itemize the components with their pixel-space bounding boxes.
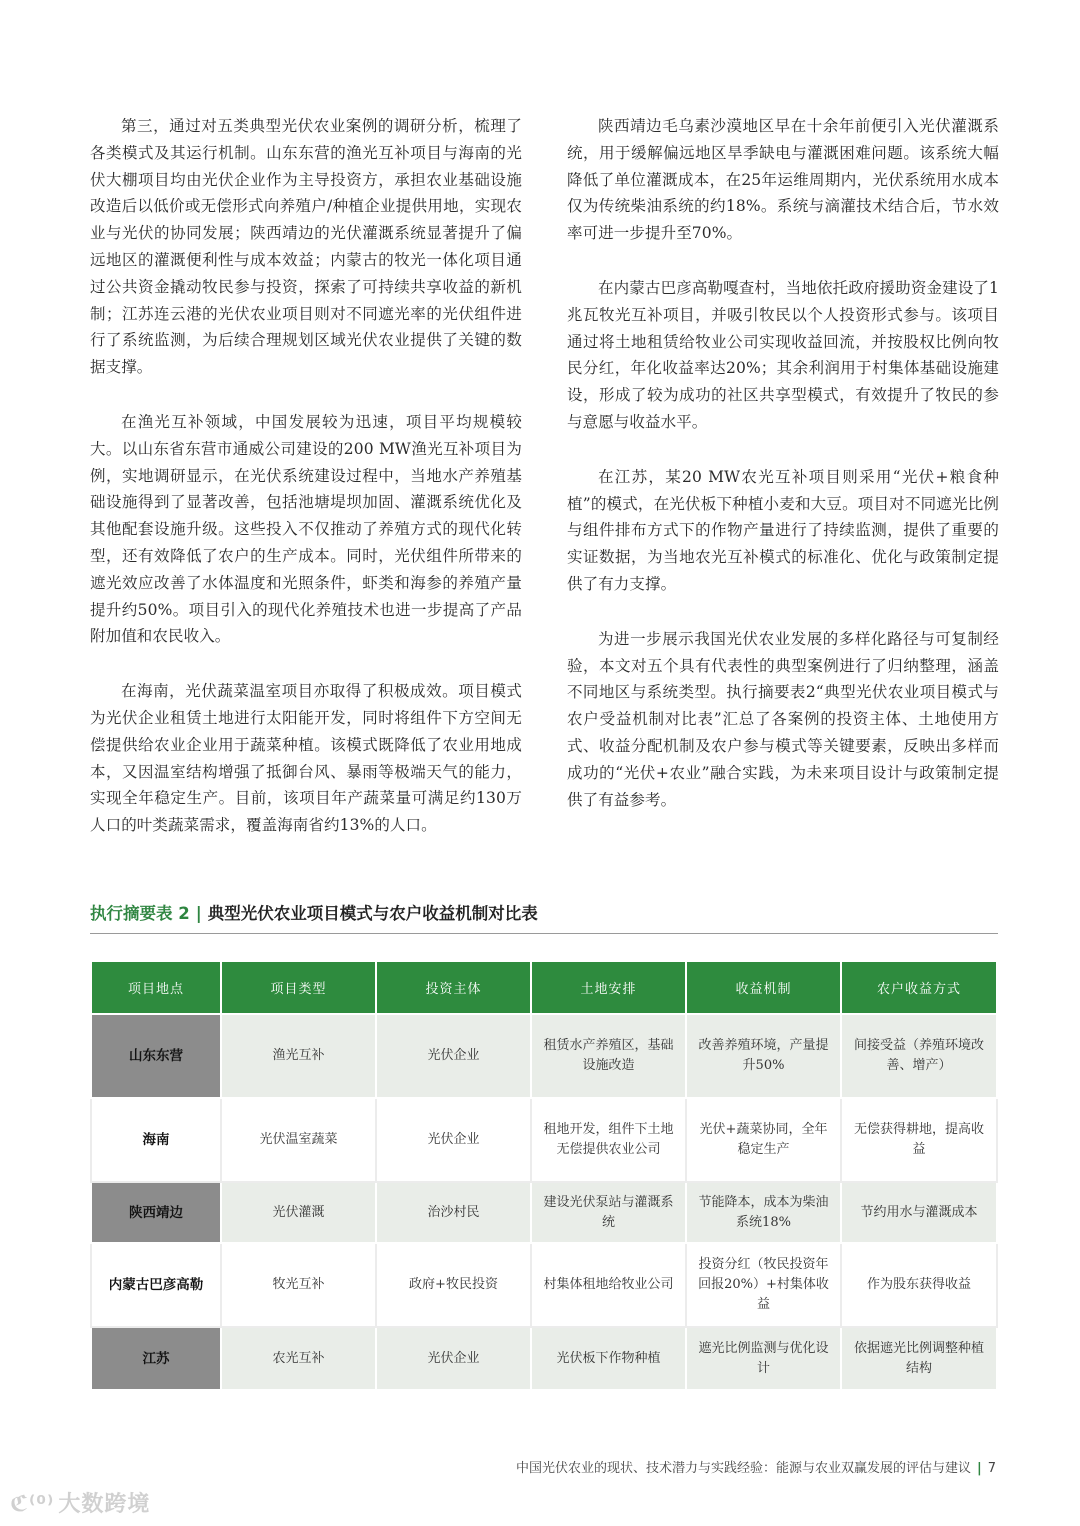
caption-divider (90, 933, 998, 934)
table-cell: 光伏灌溉 (221, 1182, 376, 1243)
table-cell: 农光互补 (221, 1327, 376, 1390)
watermark-text: 大数跨境 (58, 1492, 151, 1517)
table-cell: 光伏板下作物种植 (531, 1327, 686, 1390)
header-farmer-benefit: 农户收益方式 (841, 961, 997, 1014)
table-row (91, 1327, 997, 1390)
table-cell: 依据遮光比例调整种植结构 (841, 1327, 997, 1390)
comparison-table (90, 960, 998, 1391)
page-number: 7 (987, 1461, 996, 1476)
table-row (91, 1014, 997, 1098)
table-row (91, 1098, 997, 1182)
header-project-type: 项目类型 (221, 961, 376, 1014)
header-land-arrangement: 土地安排 (531, 961, 686, 1014)
table-cell: 光伏企业 (376, 1327, 531, 1390)
table-header-row (91, 961, 997, 1014)
table-cell: 光伏温室蔬菜 (221, 1098, 376, 1182)
row-location-cell: 海南 (91, 1098, 221, 1182)
paragraph-hainan-greenhouse: 在海南，光伏蔬菜温室项目亦取得了积极成效。项目模式为光伏企业租赁土地进行太阳能开发，同时将组件下方空间无偿提供给农业企业用于蔬菜种植。该模式既降低了农业用地成本，又因温室结构增强了抵御台风、暴雨等极端天气的能力，实现全年稳定生产。目前，该项目年产蔬菜量可满足约130万人口的叶类蔬菜需求，覆盖海南省约13%的人口。 (90, 682, 522, 835)
table-row (91, 1243, 997, 1327)
row-location-cell: 陕西靖边 (91, 1182, 221, 1243)
table-cell: 节能降本，成本为柴油系统18% (686, 1182, 841, 1243)
paragraph-inner-mongolia: 在内蒙古巴彦高勒嘎查村，当地依托政府援助资金建设了1兆瓦牧光互补项目，并吸引牧民以个人投资形式参与。该项目通过将土地租赁给牧业公司实现收益回流，并按股权比例向牧民分红，年化收益率达20%；其余利润用于村集体基础设施建设，形成了较为成功的社区共享型模式，有效提升了牧民的参与意愿与收益水平。 (567, 278, 999, 431)
paragraph-case-summary: 第三，通过对五类典型光伏农业案例的调研分析，梳理了各类模式及其运行机制。山东东营的渔光互补项目与海南的光伏大棚项目均由光伏企业作为主导投资方，承担农业基础设施改造后以低价或无偿形式向养殖户/种植企业提供用地，实现农业与光伏的协同发展；陕西靖边的光伏灌溉系统显著提升了偏远地区的灌溉便利性与成本效益；内蒙古的牧光一体化项目通过公共资金撬动牧民参与投资，探索了可持续共享收益的新机制；江苏连云港的光伏农业项目则对不同遮光率的光伏组件进行了系统监测，为后续合理规划区域光伏农业提供了关键的数据支撑。 (90, 117, 522, 377)
table-cell: 租地开发，组件下土地无偿提供农业公司 (531, 1098, 686, 1182)
paragraph-table-intro: 为进一步展示我国光伏农业发展的多样化路径与可复制经验，本文对五个具有代表性的典型案例进行了归纳整理，涵盖不同地区与系统类型。执行摘要表2“典型光伏农业项目模式与农户受益机制对比表”汇总了各案例的投资主体、土地使用方式、收益分配机制及农户参与模式等关键要素，反映出多样而成功的“光伏+农业”融合实践，为未来项目设计与政策制定提供了有益参考。 (567, 629, 999, 809)
table-caption-title: 典型光伏农业项目模式与农户收益机制对比表 (207, 904, 538, 923)
header-revenue-mechanism: 收益机制 (686, 961, 841, 1014)
row-location-cell: 内蒙古巴彦高勒 (91, 1243, 221, 1327)
paragraph-fishery-pv: 在渔光互补领域，中国发展较为迅速，项目平均规模较大。以山东省东营市通威公司建设的200 MW渔光互补项目为例，实地调研显示，在光伏系统建设过程中，当地水产养殖基础设施得到了显著改善，包括池塘堤坝加固、灌溉系统优化及其他配套设施升级。这些投入不仅推动了养殖方式的现代化转型，还有效降低了农户的生产成本。同时，光伏组件所带来的遮光效应改善了水体温度和光照条件，虾类和海参的养殖产量提升约50%。项目引入的现代化养殖技术也进一步提高了产品附加值和农民收入。 (90, 412, 522, 646)
table-cell: 租赁水产养殖区，基础设施改造 (531, 1014, 686, 1098)
table-cell: 遮光比例监测与优化设计 (686, 1327, 841, 1390)
paragraph-shaanxi-irrigation: 陕西靖边毛乌素沙漠地区早在十余年前便引入光伏灌溉系统，用于缓解偏远地区旱季缺电与灌溉困难问题。该系统大幅降低了单位灌溉成本，在25年运维周期内，光伏系统用水成本仅为传统柴油系统的约18%。系统与滴灌技术结合后，节水效率可进一步提升至70%。 (567, 117, 999, 243)
table-cell: 渔光互补 (221, 1014, 376, 1098)
watermark (10, 1487, 150, 1518)
table-cell: 光伏企业 (376, 1014, 531, 1098)
table-cell: 牧光互补 (221, 1243, 376, 1327)
watermark-logo-icon: ℭ⁽⁰⁾ (10, 1492, 55, 1517)
table-cell: 作为股东获得收益 (841, 1243, 997, 1327)
paragraph-jiangsu: 在江苏，某20 MW农光互补项目则采用“光伏+粮食种植”的模式，在光伏板下种植小麦和大豆。项目对不同遮光比例与组件排布方式下的作物产量进行了持续监测，提供了重要的实证数据，为当地农光互补模式的标准化、优化与政策制定提供了有力支撑。 (567, 467, 999, 593)
table-cell: 节约用水与灌溉成本 (841, 1182, 997, 1243)
right-text-column (567, 113, 999, 841)
table-caption (90, 900, 998, 924)
table-cell: 投资分红（牧民投资年回报20%）+村集体收益 (686, 1243, 841, 1327)
table-caption-separator: | (195, 904, 202, 923)
page-footer (516, 1457, 996, 1476)
row-location-cell: 山东东营 (91, 1014, 221, 1098)
table-cell: 光伏企业 (376, 1098, 531, 1182)
row-location-cell: 江苏 (91, 1327, 221, 1390)
header-investor: 投资主体 (376, 961, 531, 1014)
table-cell: 村集体租地给牧业公司 (531, 1243, 686, 1327)
table-row (91, 1182, 997, 1243)
header-location: 项目地点 (91, 961, 221, 1014)
table-cell: 光伏+蔬菜协同，全年稳定生产 (686, 1098, 841, 1182)
table-cell: 治沙村民 (376, 1182, 531, 1243)
table-caption-tag: 执行摘要表 2 (90, 904, 190, 923)
footer-separator: | (976, 1461, 982, 1476)
footer-document-title: 中国光伏农业的现状、技术潜力与实践经验：能源与农业双赢发展的评估与建议 (515, 1461, 971, 1476)
table-cell: 改善养殖环境，产量提升50% (686, 1014, 841, 1098)
table-cell: 政府+牧民投资 (376, 1243, 531, 1327)
left-text-column (90, 113, 522, 867)
table-cell: 间接受益（养殖环境改善、增产） (841, 1014, 997, 1098)
table-cell: 无偿获得耕地，提高收益 (841, 1098, 997, 1182)
table-cell: 建设光伏泵站与灌溉系统 (531, 1182, 686, 1243)
